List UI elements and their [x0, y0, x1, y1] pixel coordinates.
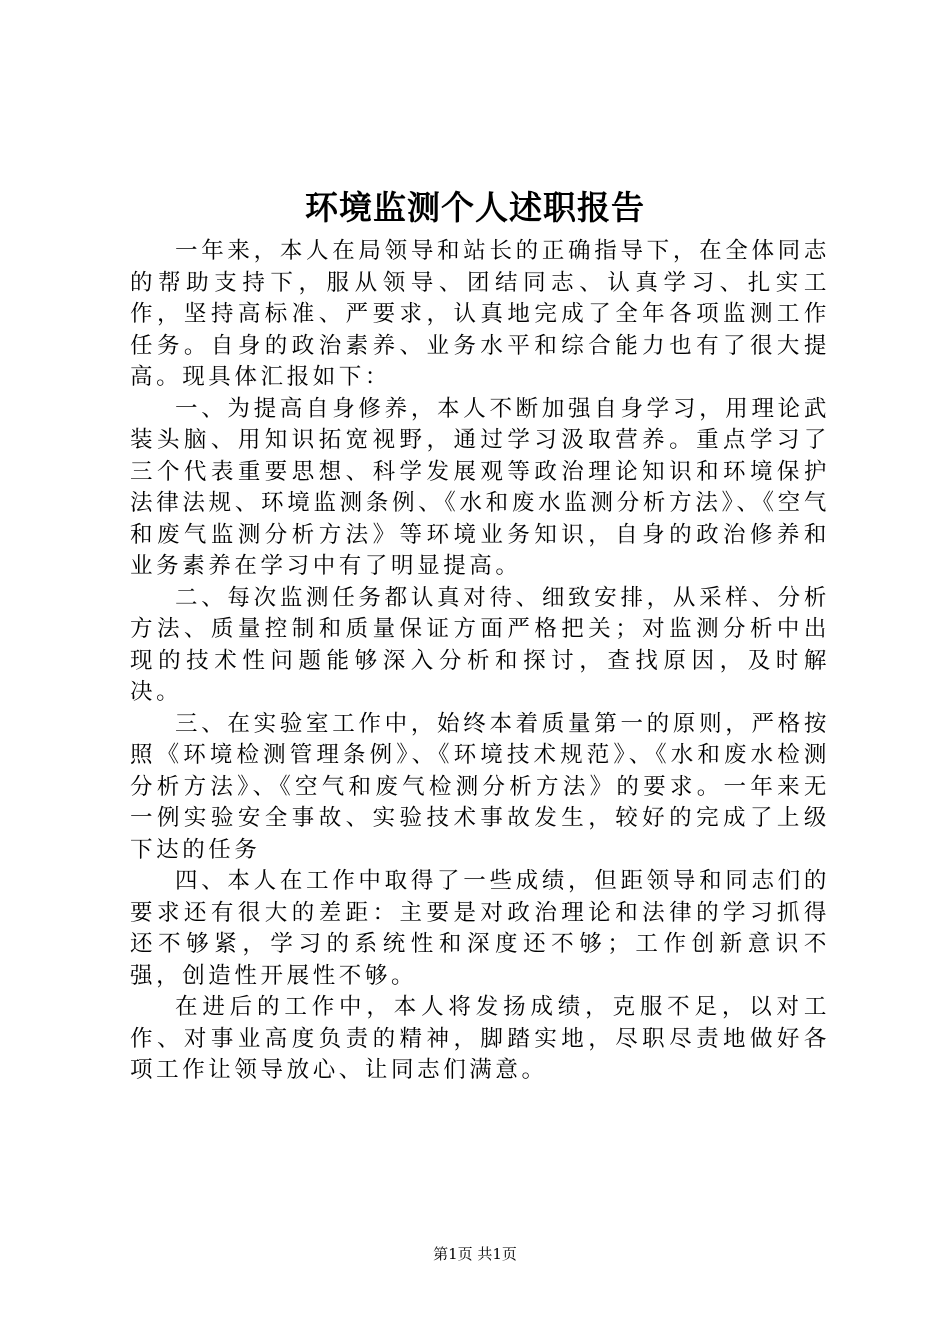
paragraph-intro: 一年来，本人在局领导和站长的正确指导下，在全体同志的帮助支持下，服从领导、团结同志、认真学习、扎实工作，坚持高标准、严要求，认真地完成了全年各项监测工作任务。自身的政治素养、业务水平和综合能力也有了很大提高。现具体汇报如下： — [130, 238, 830, 390]
paragraph-conclusion: 在进后的工作中，本人将发扬成绩，克服不足，以对工作、对事业高度负责的精神，脚踏实地，尽职尽责地做好各项工作让领导放心、让同志们满意。 — [130, 994, 830, 1083]
paragraph-4: 四、本人在工作中取得了一些成绩，但距领导和同志们的要求还有很大的差距：主要是对政治理论和法律的学习抓得还不够紧，学习的系统性和深度还不够；工作创新意识不强，创造性开展性不够。 — [130, 868, 830, 989]
document-title: 环境监测个人述职报告 — [305, 188, 645, 227]
paragraph-2: 二、每次监测任务都认真对待、细致安排，从采样、分析方法、质量控制和质量保证方面严格把关；对监测分析中出现的技术性问题能够深入分析和探讨，查找原因，及时解决。 — [130, 584, 830, 705]
paragraph-1: 一、为提高自身修养，本人不断加强自身学习，用理论武装头脑、用知识拓宽视野，通过学习汲取营养。重点学习了三个代表重要思想、科学发展观等政治理论知识和环境保护法律法规、环境监测条例、《水和废水监测分析方法》、《空气和废气监测分析方法》等环境业务知识，自身的政治修养和业务素养在学习中有了明显提高。 — [130, 395, 830, 579]
document-body — [130, 236, 830, 1087]
page-footer: 第1页 共1页 — [433, 1245, 517, 1263]
paragraph-3: 三、在实验室工作中，始终本着质量第一的原则，严格按照《环境检测管理条例》、《环境技术规范》、《水和废水检测分析方法》、《空气和废气检测分析方法》的要求。一年来无一例实验安全事故、实验技术事故发生，较好的完成了上级下达的任务 — [130, 710, 830, 863]
